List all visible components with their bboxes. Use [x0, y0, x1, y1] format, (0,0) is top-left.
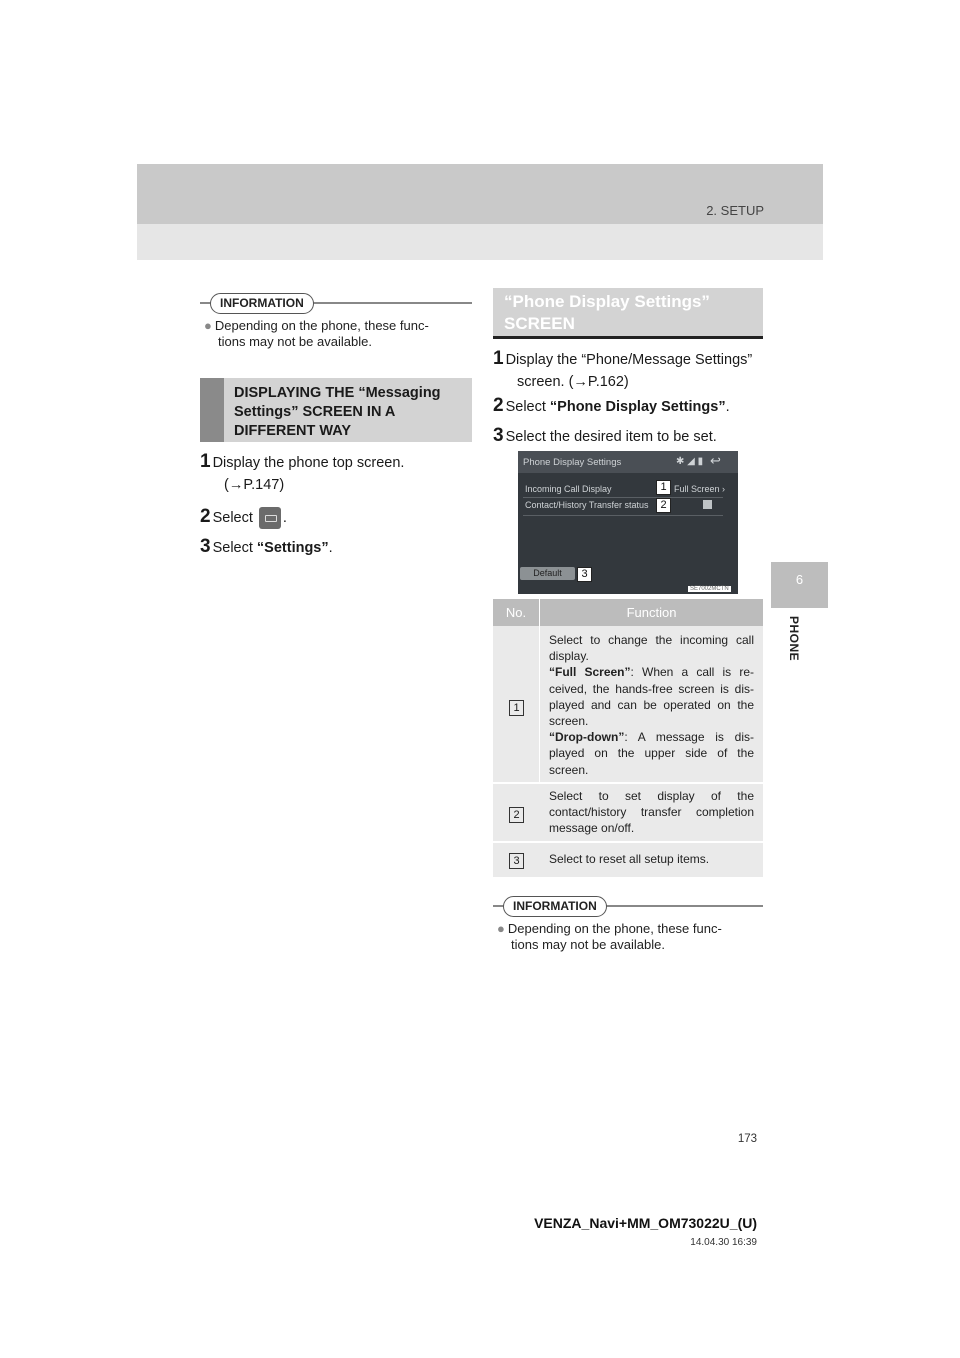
step-2: 2 Select . — [200, 506, 472, 529]
image-code: SE7002MCTN — [690, 586, 729, 592]
screen-row-2: Contact/History Transfer status — [525, 500, 649, 510]
screen-heading: “Phone Display Settings” SCREEN — [504, 292, 710, 333]
info-text: ● Depending on the phone, these func- — [497, 921, 722, 936]
screen-row-1: Incoming Call Display — [525, 484, 612, 494]
row-number-3: 3 — [509, 853, 524, 869]
screen-row-1-value: Full Screen › — [674, 484, 726, 494]
message-icon — [259, 507, 281, 529]
row-function-3: Select to reset all setup items. — [549, 852, 710, 866]
screen-title: Phone Display Settings — [523, 457, 622, 468]
right-step-1: 1 Display the “Phone/Message Settings” screen. (→P.162) — [493, 348, 753, 390]
section-heading: DISPLAYING THE “Messaging Settings” SCREEN IN A DIFFERENT WAY — [234, 385, 441, 439]
bullet-icon: ● — [497, 921, 505, 936]
right-step-2: 2 Select “Phone Display Settings”. — [493, 395, 730, 416]
print-date: 14.04.30 16:39 — [690, 1237, 757, 1248]
info-label: INFORMATION — [210, 293, 314, 314]
document-code: VENZA_Navi+MM_OM73022U_(U) — [534, 1215, 757, 1231]
row-number-1: 1 — [509, 700, 524, 716]
heading-accent — [200, 378, 224, 442]
header-subband — [137, 224, 823, 260]
row-function-2: Select to set display of the contact/history transfer completion message on/off. — [549, 789, 754, 836]
page-number: 173 — [737, 1133, 757, 1145]
default-button: Default — [520, 567, 575, 580]
right-step-3: 3 Select the desired item to be set. — [493, 425, 717, 446]
table-col-no: No. — [505, 605, 527, 620]
callout-1: 1 — [656, 480, 671, 495]
step-3: 3 Select “Settings”. — [200, 536, 333, 557]
info-text: ● Depending on the phone, these func- — [204, 318, 429, 333]
chapter-label: PHONE — [787, 616, 801, 662]
table-col-function: Function — [626, 605, 677, 620]
screen-divider — [523, 497, 723, 498]
chapter-number: 6 — [795, 572, 804, 587]
screen-divider — [523, 515, 723, 516]
back-icon: ↩ — [710, 453, 721, 468]
section-label: 2. SETUP — [706, 203, 764, 218]
bullet-icon: ● — [204, 318, 212, 333]
info-label: INFORMATION — [503, 896, 607, 917]
step-1: 1 Display the phone top screen. (→P.147) — [200, 451, 405, 493]
info-text-cont: tions may not be available. — [218, 334, 372, 349]
checkbox-icon — [703, 500, 712, 509]
row-number-2: 2 — [509, 807, 524, 823]
callout-3: 3 — [577, 567, 592, 582]
info-text-cont: tions may not be available. — [511, 937, 665, 952]
callout-2: 2 — [656, 498, 671, 513]
signal-icon: ✱ ◢ ▮ — [676, 456, 704, 467]
screen-heading-rule — [493, 336, 763, 339]
row-function-1: Select to change the incoming call display. “Full Screen”: When a call is re-ceived, the hands-free screen is dis-played and can be operated on the screen. “Drop-down”: A message is dis-played on the upper side of the screen. — [549, 633, 754, 777]
